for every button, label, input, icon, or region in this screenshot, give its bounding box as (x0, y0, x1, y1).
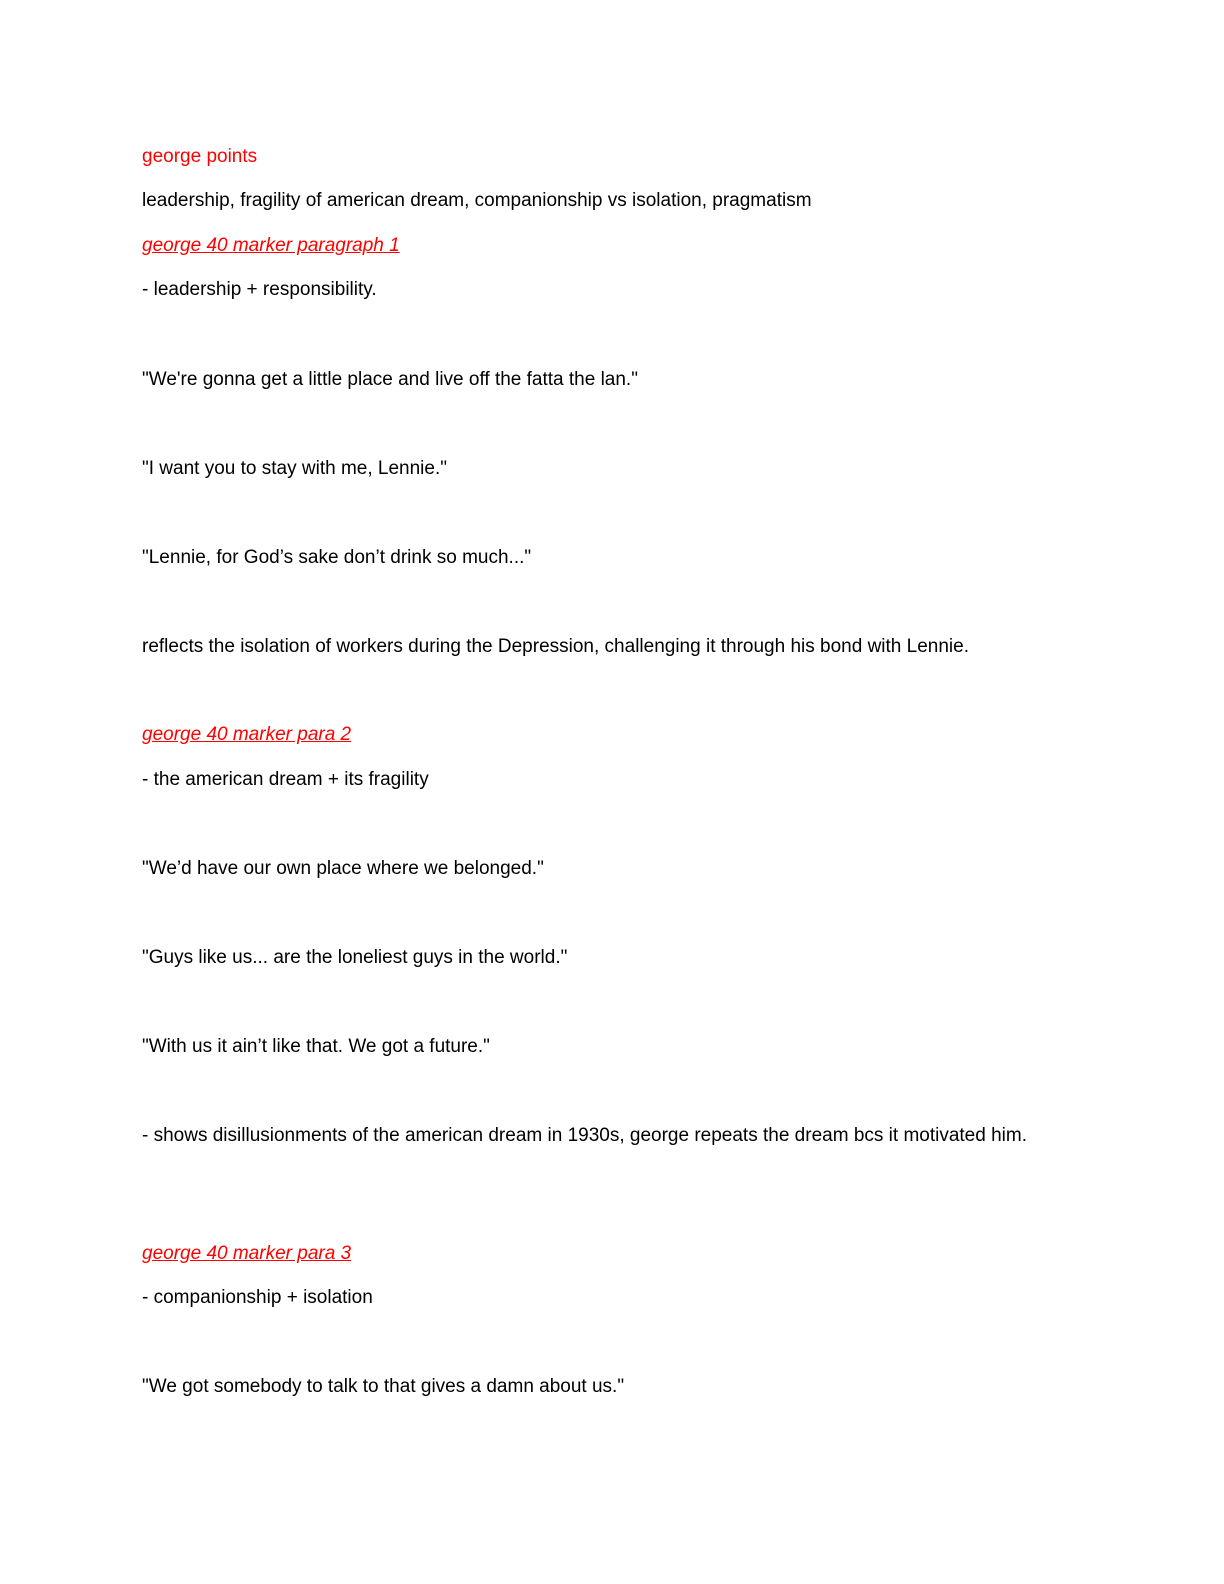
section-2-analysis: - shows disillusionments of the american dream in 1930s, george repeats the dream bcs it motivated him. (142, 1125, 1027, 1146)
document-title: george points (142, 146, 258, 167)
section-3-quote-1: "We got somebody to talk to that gives a damn about us." (142, 1376, 625, 1397)
section-1-quote-1: "We're gonna get a little place and live off the fatta the lan." (142, 369, 638, 390)
section-3-point: - companionship + isolation (142, 1287, 373, 1308)
section-2-quote-1: "We’d have our own place where we belonged." (142, 858, 544, 879)
summary-text: leadership, fragility of american dream, companionship vs isolation, pragmatism (142, 190, 812, 211)
section-1-heading: george 40 marker paragraph 1 (142, 235, 400, 256)
section-1-analysis: reflects the isolation of workers during the Depression, challenging it through his bond with Lennie. (142, 636, 969, 657)
section-2-quote-3: "With us it ain’t like that. We got a future." (142, 1036, 490, 1057)
section-1-quote-3: "Lennie, for God’s sake don’t drink so much..." (142, 547, 532, 568)
section-3-heading: george 40 marker para 3 (142, 1243, 352, 1264)
section-2-heading: george 40 marker para 2 (142, 724, 352, 745)
section-1-quote-2: "I want you to stay with me, Lennie." (142, 458, 447, 479)
section-1-point: - leadership + responsibility. (142, 279, 377, 300)
section-2-quote-2: "Guys like us... are the loneliest guys in the world." (142, 947, 568, 968)
section-2-point: - the american dream + its fragility (142, 769, 429, 790)
